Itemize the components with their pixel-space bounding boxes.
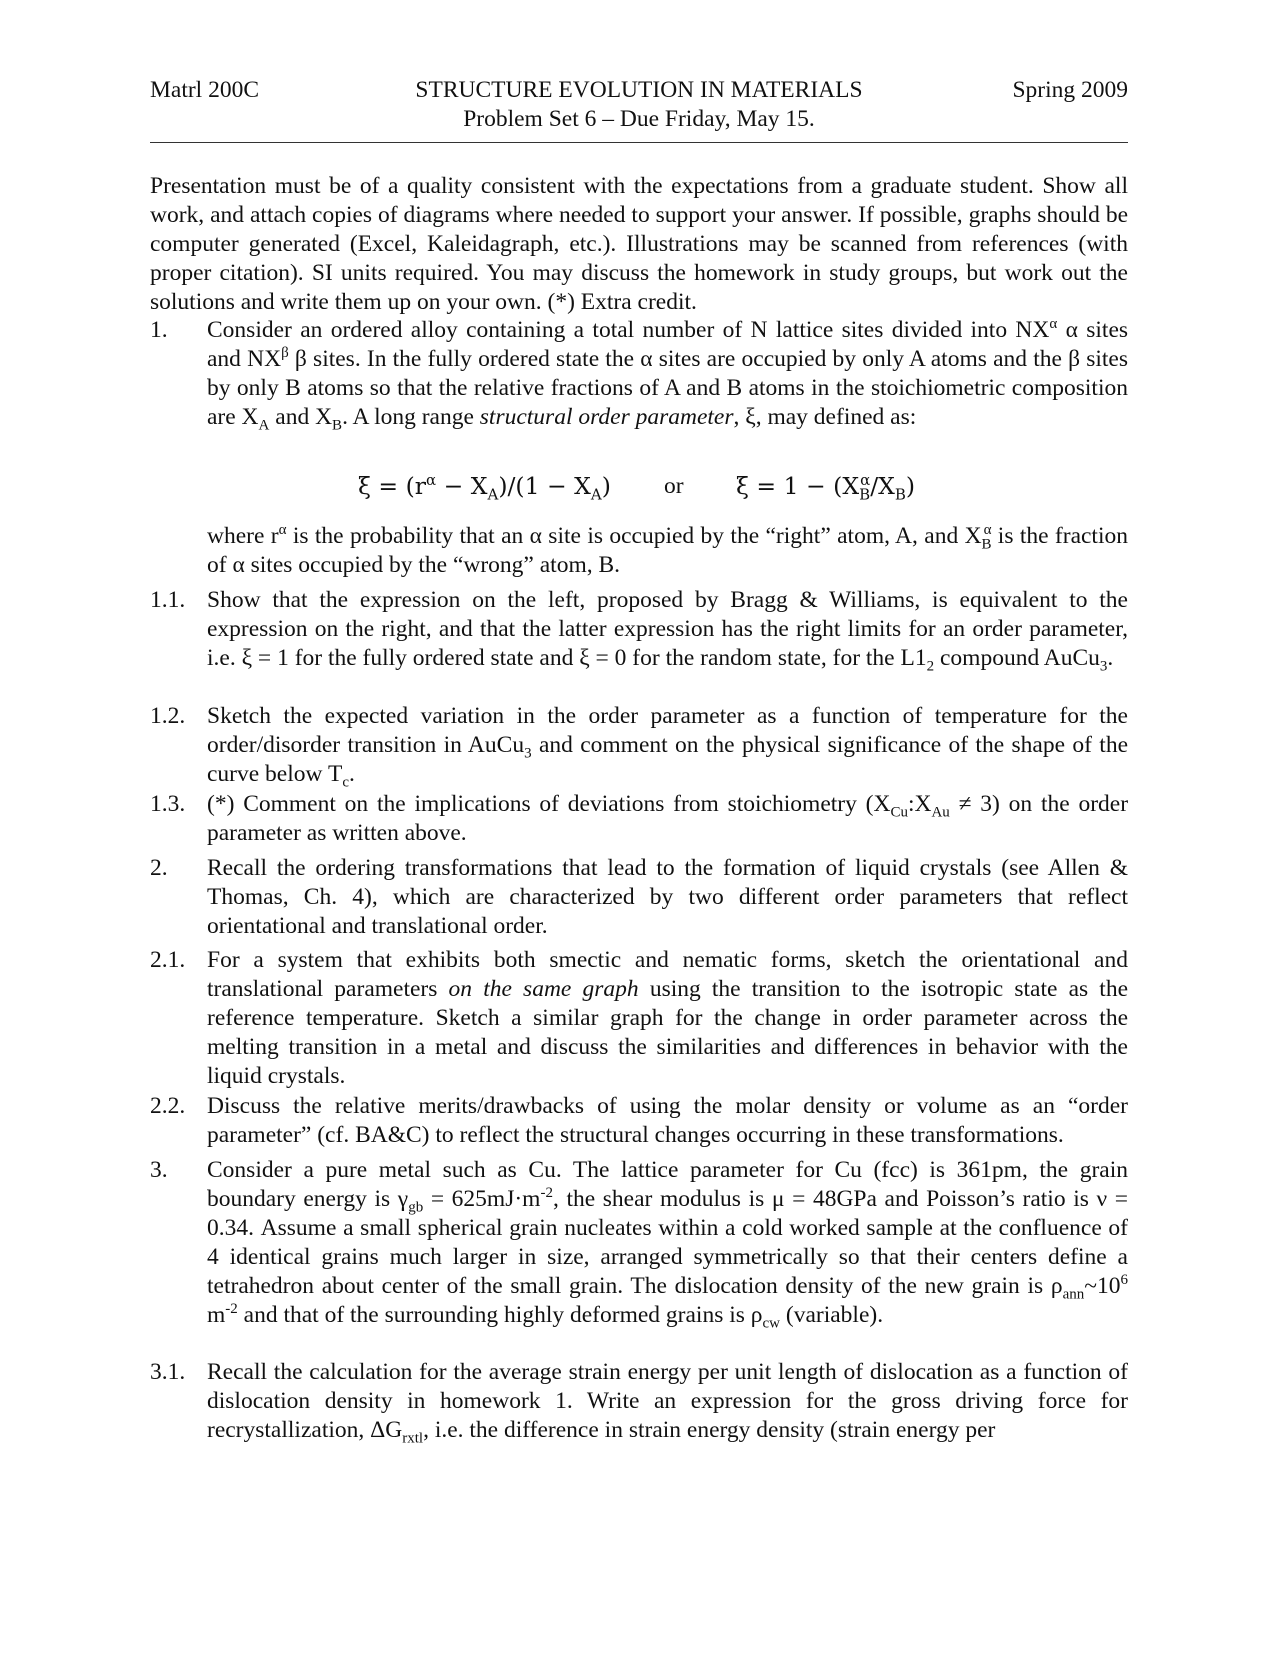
problem-1-3: 1.3. (*) Comment on the implications of deviations from stoichiometry $(X_{Cu}:X_{Au} \ne 3)$ on the order parameter as written above. [150,791,1129,846]
formula-left: $\xi = (r^\alpha - X_A)/(1 - X_A)$ [358,471,611,504]
problem-1 [150,316,1128,432]
formula-right: $\xi = 1 - (X_B^\alpha/X_B)$ [736,471,916,504]
problem-3-1: 3.1. Recall the calculation for the average strain energy per unit length of dislocation as a function of dislocation density in homework 1. Write an expression for the gross driving force for recrystallization, $\Delta G_{rxtl}$, i.e. the difference in strain energy density (strain energy per [150,1359,1128,1447]
problem-2-1: 2.1. For a system that exhibits both smectic and nematic forms, sketch the orientational and translational parameters on the same graph using the transition to the isotropic state as the reference temperature. Sketch a similar graph for the change in order parameter across the melting transition in a metal and discuss the similarities and differences in behavior with the liquid crystals. [150,947,1129,1089]
problem-1-2: 1.2. Sketch the expected variation in the order parameter as a function of temperature for the order/disorder transition in AuCu$_3$ and comment on the physical significance of the shape of the curve below $T_c$. [150,703,1128,791]
problem-2-2: 2.2. Discuss the relative merits/drawbacks of using the molar density or volume as an “order parameter” (cf. BA&C) to reflect the structural changes occurring in these transformations. [150,1093,1128,1148]
document-title: STRUCTURE EVOLUTION IN MATERIALS [415,77,863,103]
formula-or: or [664,473,684,499]
header-titles [150,76,1128,134]
intro-paragraph: Presentation must be of a quality consistent with the expectations from a graduate student. Show all work, and attach copies of diagrams where needed to support your answer. If possible, graphs should be computer generated (Excel, Kaleidagraph, etc.). Illustrations may be scanned from references (with proper citation). SI units required. You may discuss the homework in study groups, but work out the solutions and write them up on your own. (*) Extra credit. [150,173,1128,315]
document-page [150,72,1129,1447]
problem-1-1: 1.1. Show that the expression on the left, proposed by Bragg & Williams, is equivalent to the expression on the right, and that the latter expression has the right limits for an order parameter, i.e. ξ = 1 for the fully ordered state and ξ = 0 for the random state, for the $L1_2$ compound AuCu$_3$. [150,587,1128,675]
problem-3: 3. Consider a pure metal such as Cu. The lattice parameter for Cu (fcc) is 361pm, the grain boundary energy is $\gamma_{gb} = 625mJ\cdot m^{-2}$, the shear modulus is μ = 48GPa and Poisson’s ratio is ν = 0.34. Assume a small spherical grain nucleates within a cold worked sample at the confluence of 4 identical grains much larger in size, arranged symmetrically so that their centers define a tetrahedron about center of the small grain. The dislocation density of the new grain is $\rho_{ann}\sim 10^6$ $m^{-2}$ and that of the surrounding highly deformed grains is $\rho_{cw}$ (variable). [150,1157,1128,1332]
course-code: Matrl 200C [150,77,260,103]
problem-text: Consider an ordered alloy containing a total number of N lattice sites divided into $NX^\alpha$ α sites and $NX^\beta$ β sites. In the fully ordered state the α sites are occupied by only A atoms and the β sites by only B atoms so that the relative fractions of A and B atoms in the stoichiometric composition are $X_A$ and $X_B$. A long range structural order parameter, ξ, may defined as: [207,316,1129,434]
page-header [150,72,1128,136]
problem-number: 1. [150,317,168,343]
document-subtitle: Problem Set 6 – Due Friday, May 15. [463,106,815,132]
problem-1-definition: where $r^\alpha$ is the probability that an α site is occupied by the “right” atom, A, and $X_B^\alpha$ is the fraction of α sites occupied by the “wrong” atom, B. [207,522,1128,578]
problem-2: 2. Recall the ordering transformations that lead to the formation of liquid crystals (see Allen & Thomas, Ch. 4), which are characterized by two different order parameters that reflect orientational and translational order. [150,855,1128,939]
term: Spring 2009 [1012,77,1128,103]
header-rule [150,142,1128,143]
